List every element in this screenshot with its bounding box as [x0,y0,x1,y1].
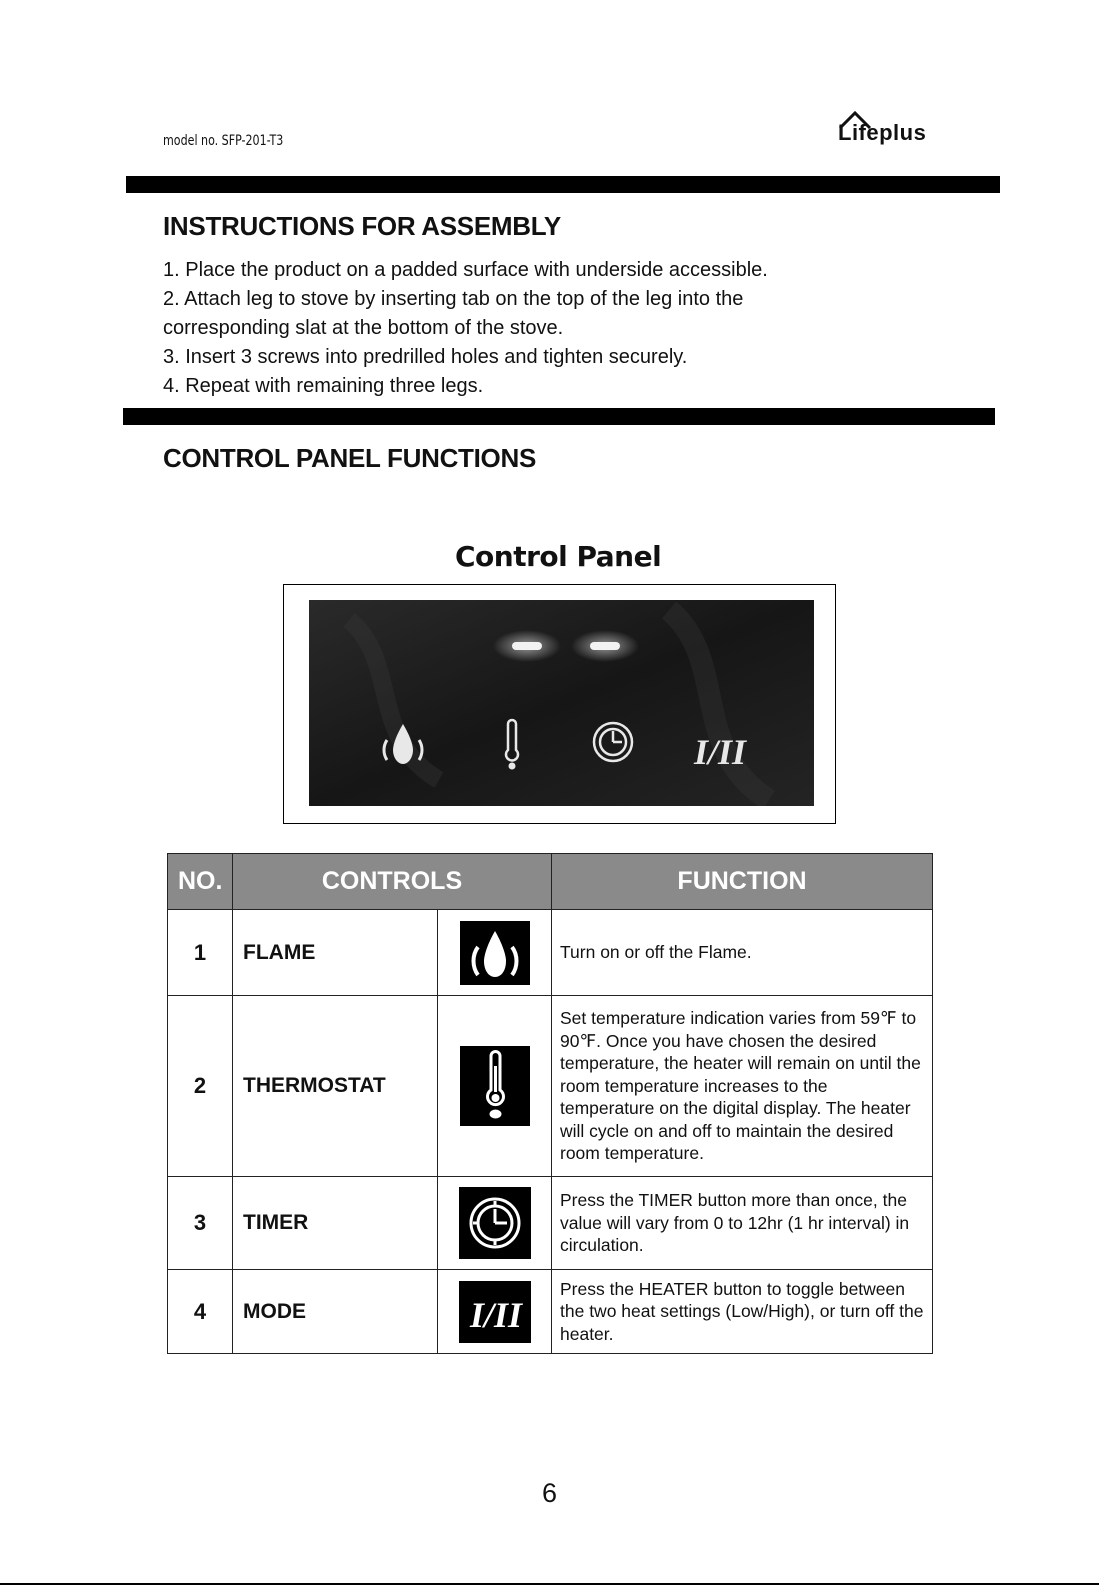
row-number: 4 [168,1270,233,1354]
control-panel-title: CONTROL PANEL FUNCTIONS [163,443,536,473]
page-number: 6 [541,1478,558,1508]
table-row [168,1177,933,1270]
flame-icon [460,921,530,985]
divider-bar [123,408,995,425]
mode-icon[interactable]: I/II [694,732,747,772]
model-number: model no. SFP-201-T3 [163,133,284,149]
control-icon-cell [438,996,552,1177]
step-line: 3. Insert 3 screws into predrilled holes and tighten securely. [163,346,688,368]
control-name: THERMOSTAT [233,996,438,1177]
control-icon-cell [438,1177,552,1270]
row-number: 2 [168,996,233,1177]
step-line: 4. Repeat with remaining three legs. [163,375,484,397]
mode-icon [459,1281,531,1343]
brand-name: Lifeplus [838,120,927,145]
timer-icon [459,1187,531,1259]
figure-title: Control Panel [455,540,662,573]
control-panel-photo [309,600,814,806]
table-row [168,1270,933,1354]
header-controls: CONTROLS [233,854,552,910]
header-no: NO. [168,854,233,910]
control-icon-cell [438,910,552,996]
step-line: corresponding slat at the bottom of the stove. [163,317,564,339]
table-row [168,910,933,996]
thermometer-icon [460,1046,530,1126]
function-description: Press the HEATER button to toggle between the two heat settings (Low/High), or turn off the heater. [552,1270,933,1354]
control-name: MODE [233,1270,438,1354]
control-name: FLAME [233,910,438,996]
table-header-row [168,854,933,910]
table-row [168,996,933,1177]
step-line: 2. Attach leg to stove by inserting tab on the top of the leg into the [163,288,744,310]
header-function: FUNCTION [552,854,933,910]
control-icon-cell [438,1270,552,1354]
function-description: Press the TIMER button more than once, the value will vary from 0 to 12hr (1 hr interval) in circulation. [552,1177,933,1270]
led-indicator [590,642,620,650]
step-line: 1. Place the product on a padded surface with underside accessible. [163,259,768,281]
row-number: 3 [168,1177,233,1270]
led-indicator [512,642,542,650]
controls-table [167,853,933,1354]
timer-icon[interactable] [594,723,632,761]
function-description: Turn on or off the Flame. [552,910,933,996]
assembly-steps [163,256,923,401]
function-description: Set temperature indication varies from 59℉ to 90℉. Once you have chosen the desired temperature, the heater will remain on until the room temperature increases to the temperature on the digital display. The heater will cycle on and off to maintain the desired room temperature. [552,996,933,1177]
control-name: TIMER [233,1177,438,1270]
divider-bar [126,176,1000,193]
assembly-title: INSTRUCTIONS FOR ASSEMBLY [163,211,561,241]
brand-logo [838,108,928,150]
svg-text:I/II: I/II [469,1294,522,1335]
row-number: 1 [168,910,233,996]
